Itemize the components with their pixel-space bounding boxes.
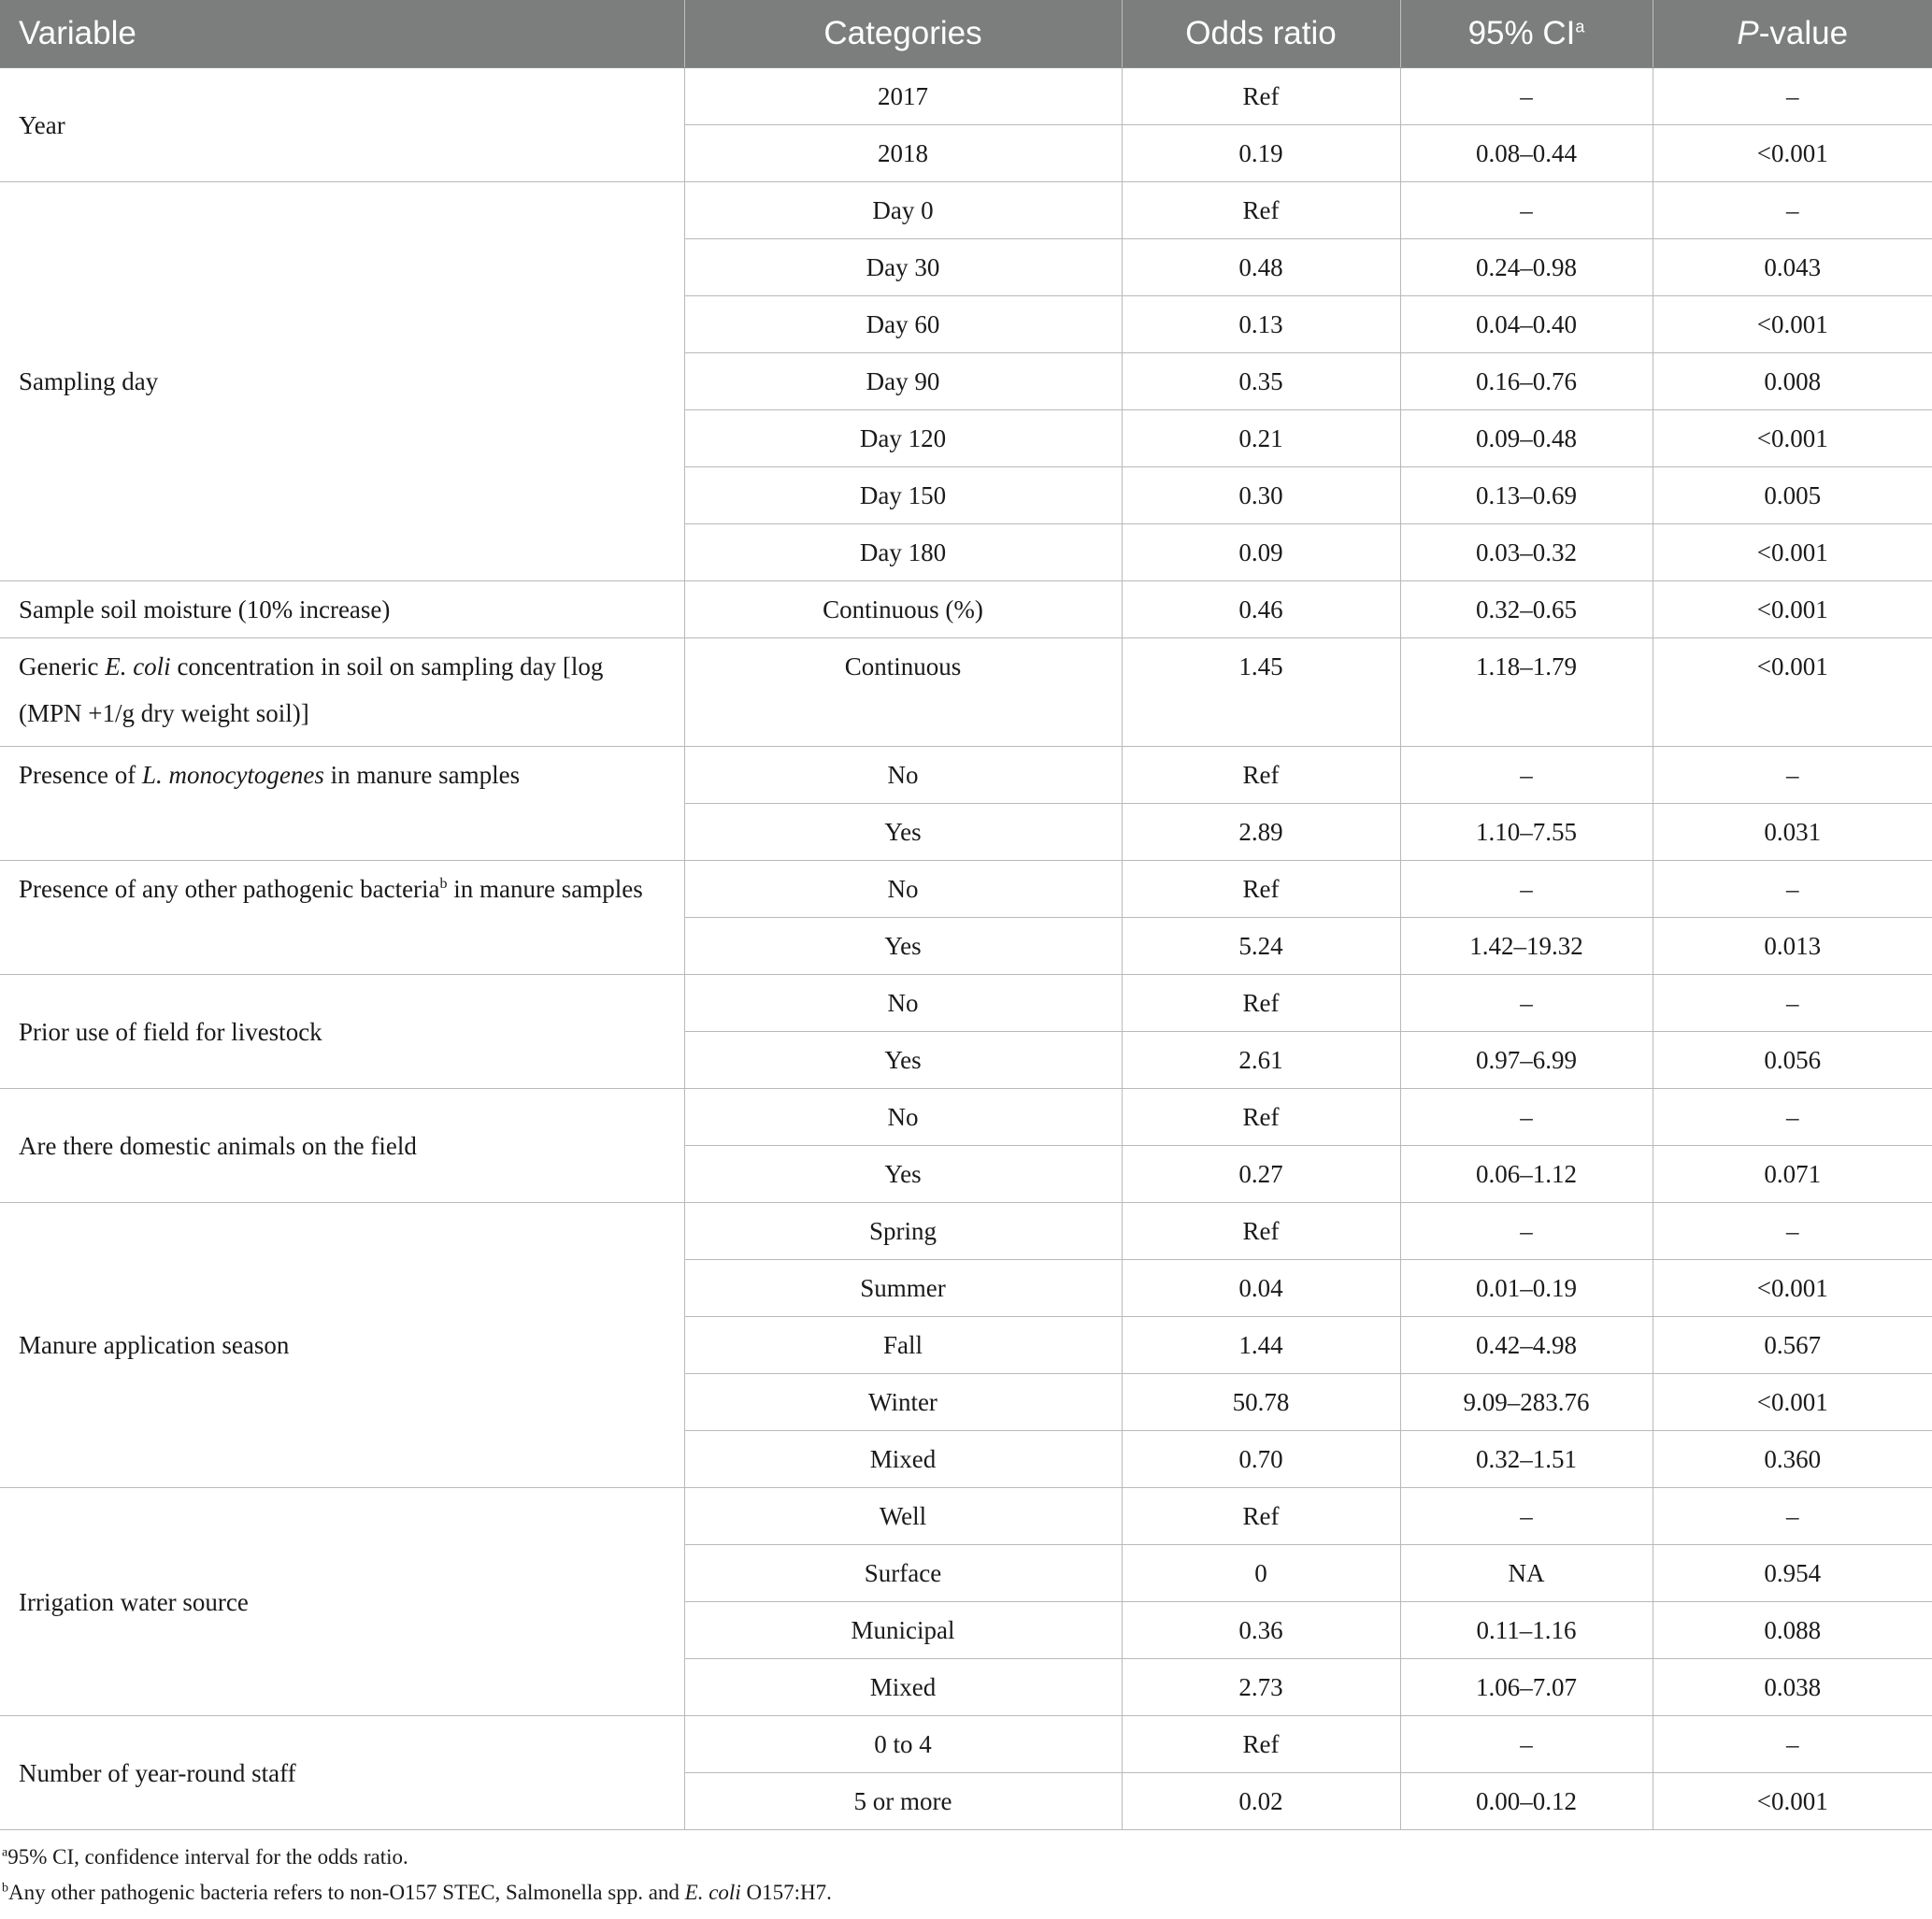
header-p-italic: P <box>1737 15 1759 51</box>
ci-cell: 0.08–0.44 <box>1400 125 1653 182</box>
category-cell: Spring <box>684 1203 1122 1260</box>
category-cell: Surface <box>684 1545 1122 1602</box>
category-cell: Day 90 <box>684 353 1122 410</box>
odds-ratio-cell: 0.09 <box>1122 524 1400 581</box>
category-cell: Continuous <box>684 638 1122 747</box>
odds-ratio-cell: Ref <box>1122 1488 1400 1545</box>
variable-cell-domestic-animals: Are there domestic animals on the field <box>0 1089 684 1203</box>
table-header-row <box>0 0 1932 68</box>
p-value-cell: <0.001 <box>1653 410 1932 467</box>
p-value-cell: <0.001 <box>1653 125 1932 182</box>
ci-cell: 0.01–0.19 <box>1400 1260 1653 1317</box>
odds-ratio-cell: 0.21 <box>1122 410 1400 467</box>
variable-cell-manure-season: Manure application season <box>0 1203 684 1488</box>
footnote-a-text: 95% CI, confidence interval for the odds ratio. <box>7 1845 408 1869</box>
ci-cell: – <box>1400 1488 1653 1545</box>
p-value-cell: 0.013 <box>1653 918 1932 975</box>
odds-ratio-cell: Ref <box>1122 68 1400 125</box>
p-value-cell: <0.001 <box>1653 1773 1932 1830</box>
category-cell: 5 or more <box>684 1773 1122 1830</box>
ci-cell: – <box>1400 68 1653 125</box>
ci-cell: 0.00–0.12 <box>1400 1773 1653 1830</box>
odds-ratio-cell: Ref <box>1122 747 1400 804</box>
odds-ratio-cell: 50.78 <box>1122 1374 1400 1431</box>
other-pathogen-footnote-mark: b <box>439 876 448 892</box>
odds-ratio-cell: 0.04 <box>1122 1260 1400 1317</box>
table-row <box>0 1203 1932 1260</box>
odds-ratio-cell: 2.73 <box>1122 1659 1400 1716</box>
odds-ratio-cell: 0 <box>1122 1545 1400 1602</box>
footnote-b-text-b: O157:H7. <box>740 1881 832 1904</box>
category-cell: Mixed <box>684 1431 1122 1488</box>
ci-cell: – <box>1400 975 1653 1032</box>
p-value-cell: <0.001 <box>1653 638 1932 747</box>
variable-cell-ecoli-concentration <box>0 638 684 747</box>
ci-cell: 0.32–0.65 <box>1400 581 1653 638</box>
footnote-a-mark: a <box>2 1845 8 1860</box>
p-value-cell: – <box>1653 1203 1932 1260</box>
ci-cell: 9.09–283.76 <box>1400 1374 1653 1431</box>
table-row <box>0 68 1932 125</box>
p-value-cell: – <box>1653 182 1932 239</box>
category-cell: Mixed <box>684 1659 1122 1716</box>
category-cell: Day 0 <box>684 182 1122 239</box>
footnote-a <box>0 1840 1932 1875</box>
p-value-cell: 0.005 <box>1653 467 1932 524</box>
ci-cell: – <box>1400 1716 1653 1773</box>
p-value-cell: – <box>1653 861 1932 918</box>
table-row <box>0 1716 1932 1773</box>
table-row <box>0 1089 1932 1146</box>
ci-cell: – <box>1400 182 1653 239</box>
category-cell: Day 120 <box>684 410 1122 467</box>
odds-ratio-cell: 0.35 <box>1122 353 1400 410</box>
variable-cell-sampling-day: Sampling day <box>0 182 684 581</box>
p-value-cell: – <box>1653 1716 1932 1773</box>
odds-ratio-cell: Ref <box>1122 1203 1400 1260</box>
header-variable: Variable <box>0 0 684 68</box>
p-value-cell: 0.043 <box>1653 239 1932 296</box>
ci-cell: – <box>1400 861 1653 918</box>
table-row <box>0 638 1932 747</box>
ecoli-label-part-a: Generic <box>19 652 106 680</box>
listeria-label-part-a: Presence of <box>19 761 142 789</box>
header-p-rest: -value <box>1758 15 1849 51</box>
p-value-cell: <0.001 <box>1653 581 1932 638</box>
ci-cell: 0.09–0.48 <box>1400 410 1653 467</box>
odds-ratio-cell: 0.02 <box>1122 1773 1400 1830</box>
odds-ratio-cell: Ref <box>1122 975 1400 1032</box>
ci-cell: – <box>1400 1203 1653 1260</box>
header-p-value <box>1653 0 1932 68</box>
odds-ratio-cell: 0.30 <box>1122 467 1400 524</box>
p-value-cell: 0.056 <box>1653 1032 1932 1089</box>
p-value-cell: – <box>1653 68 1932 125</box>
odds-ratio-cell: 0.36 <box>1122 1602 1400 1659</box>
category-cell: No <box>684 1089 1122 1146</box>
footnote-b-text-a: Any other pathogenic bacteria refers to non-O157 STEC, Salmonella spp. and <box>8 1881 685 1904</box>
odds-ratio-cell: Ref <box>1122 182 1400 239</box>
p-value-cell: – <box>1653 975 1932 1032</box>
ci-cell: 0.42–4.98 <box>1400 1317 1653 1374</box>
variable-cell-other-pathogen <box>0 861 684 975</box>
p-value-cell: 0.954 <box>1653 1545 1932 1602</box>
ecoli-label-part-b: concentration in soil on sampling day [log (MPN +1/g dry weight soil)] <box>19 652 604 727</box>
p-value-cell: <0.001 <box>1653 1374 1932 1431</box>
variable-cell-livestock: Prior use of field for livestock <box>0 975 684 1089</box>
p-value-cell: <0.001 <box>1653 1260 1932 1317</box>
header-ci-footnote-mark: a <box>1575 17 1585 36</box>
category-cell: Fall <box>684 1317 1122 1374</box>
p-value-cell: <0.001 <box>1653 524 1932 581</box>
footnote-b-mark: b <box>2 1881 8 1896</box>
ecoli-label-italic: E. coli <box>105 652 171 680</box>
category-cell: Day 30 <box>684 239 1122 296</box>
p-value-cell: 0.038 <box>1653 1659 1932 1716</box>
category-cell: Continuous (%) <box>684 581 1122 638</box>
p-value-cell: 0.071 <box>1653 1146 1932 1203</box>
p-value-cell: <0.001 <box>1653 296 1932 353</box>
table-row <box>0 182 1932 239</box>
category-cell: No <box>684 747 1122 804</box>
category-cell: Day 60 <box>684 296 1122 353</box>
ci-cell: 0.32–1.51 <box>1400 1431 1653 1488</box>
p-value-cell: 0.008 <box>1653 353 1932 410</box>
table-row <box>0 747 1932 804</box>
category-cell: Summer <box>684 1260 1122 1317</box>
header-categories: Categories <box>684 0 1122 68</box>
variable-cell-irrigation: Irrigation water source <box>0 1488 684 1716</box>
header-odds-ratio: Odds ratio <box>1122 0 1400 68</box>
odds-ratio-cell: 1.45 <box>1122 638 1400 747</box>
variable-cell-soil-moisture: Sample soil moisture (10% increase) <box>0 581 684 638</box>
variable-cell-staff: Number of year-round staff <box>0 1716 684 1830</box>
p-value-cell: – <box>1653 747 1932 804</box>
ci-cell: 0.03–0.32 <box>1400 524 1653 581</box>
header-ci-label: 95% CI <box>1467 15 1576 51</box>
odds-ratio-cell: 0.48 <box>1122 239 1400 296</box>
category-cell: Well <box>684 1488 1122 1545</box>
footnote-b-italic: E. coli <box>684 1881 741 1904</box>
odds-ratio-cell: 0.19 <box>1122 125 1400 182</box>
category-cell: Day 150 <box>684 467 1122 524</box>
p-value-cell: 0.088 <box>1653 1602 1932 1659</box>
odds-ratio-cell: 0.70 <box>1122 1431 1400 1488</box>
table-row <box>0 975 1932 1032</box>
ci-cell: 1.18–1.79 <box>1400 638 1653 747</box>
category-cell: 2017 <box>684 68 1122 125</box>
variable-cell-year: Year <box>0 68 684 182</box>
odds-ratio-cell: 5.24 <box>1122 918 1400 975</box>
category-cell: No <box>684 861 1122 918</box>
ci-cell: 0.04–0.40 <box>1400 296 1653 353</box>
ci-cell: 0.24–0.98 <box>1400 239 1653 296</box>
category-cell: 0 to 4 <box>684 1716 1122 1773</box>
ci-cell: 1.06–7.07 <box>1400 1659 1653 1716</box>
odds-ratio-cell: 2.89 <box>1122 804 1400 861</box>
odds-ratio-cell: 0.13 <box>1122 296 1400 353</box>
ci-cell: 0.06–1.12 <box>1400 1146 1653 1203</box>
category-cell: Yes <box>684 1146 1122 1203</box>
ci-cell: 0.11–1.16 <box>1400 1602 1653 1659</box>
ci-cell: 0.97–6.99 <box>1400 1032 1653 1089</box>
table-row <box>0 1488 1932 1545</box>
other-pathogen-label-part-a: Presence of any other pathogenic bacteria <box>19 875 440 903</box>
category-cell: No <box>684 975 1122 1032</box>
table-row <box>0 581 1932 638</box>
other-pathogen-label-part-b: in manure samples <box>447 875 643 903</box>
category-cell: Yes <box>684 804 1122 861</box>
category-cell: Yes <box>684 1032 1122 1089</box>
listeria-label-italic: L. monocytogenes <box>141 761 324 789</box>
ci-cell: 1.42–19.32 <box>1400 918 1653 975</box>
category-cell: Municipal <box>684 1602 1122 1659</box>
header-ci <box>1400 0 1653 68</box>
odds-ratio-cell: 0.46 <box>1122 581 1400 638</box>
p-value-cell: – <box>1653 1488 1932 1545</box>
category-cell: Day 180 <box>684 524 1122 581</box>
odds-ratio-cell: 2.61 <box>1122 1032 1400 1089</box>
p-value-cell: – <box>1653 1089 1932 1146</box>
footnote-b <box>0 1875 1932 1911</box>
odds-ratio-cell: Ref <box>1122 861 1400 918</box>
category-cell: Winter <box>684 1374 1122 1431</box>
p-value-cell: 0.360 <box>1653 1431 1932 1488</box>
variable-cell-listeria <box>0 747 684 861</box>
odds-ratio-cell: Ref <box>1122 1716 1400 1773</box>
odds-ratio-cell: 1.44 <box>1122 1317 1400 1374</box>
listeria-label-part-b: in manure samples <box>323 761 521 789</box>
table-row <box>0 861 1932 918</box>
category-cell: Yes <box>684 918 1122 975</box>
category-cell: 2018 <box>684 125 1122 182</box>
ci-cell: – <box>1400 1089 1653 1146</box>
table-footnotes <box>0 1840 1932 1911</box>
ci-cell: NA <box>1400 1545 1653 1602</box>
ci-cell: – <box>1400 747 1653 804</box>
ci-cell: 0.13–0.69 <box>1400 467 1653 524</box>
ci-cell: 1.10–7.55 <box>1400 804 1653 861</box>
odds-ratio-cell: Ref <box>1122 1089 1400 1146</box>
odds-ratio-cell: 0.27 <box>1122 1146 1400 1203</box>
p-value-cell: 0.031 <box>1653 804 1932 861</box>
p-value-cell: 0.567 <box>1653 1317 1932 1374</box>
ci-cell: 0.16–0.76 <box>1400 353 1653 410</box>
